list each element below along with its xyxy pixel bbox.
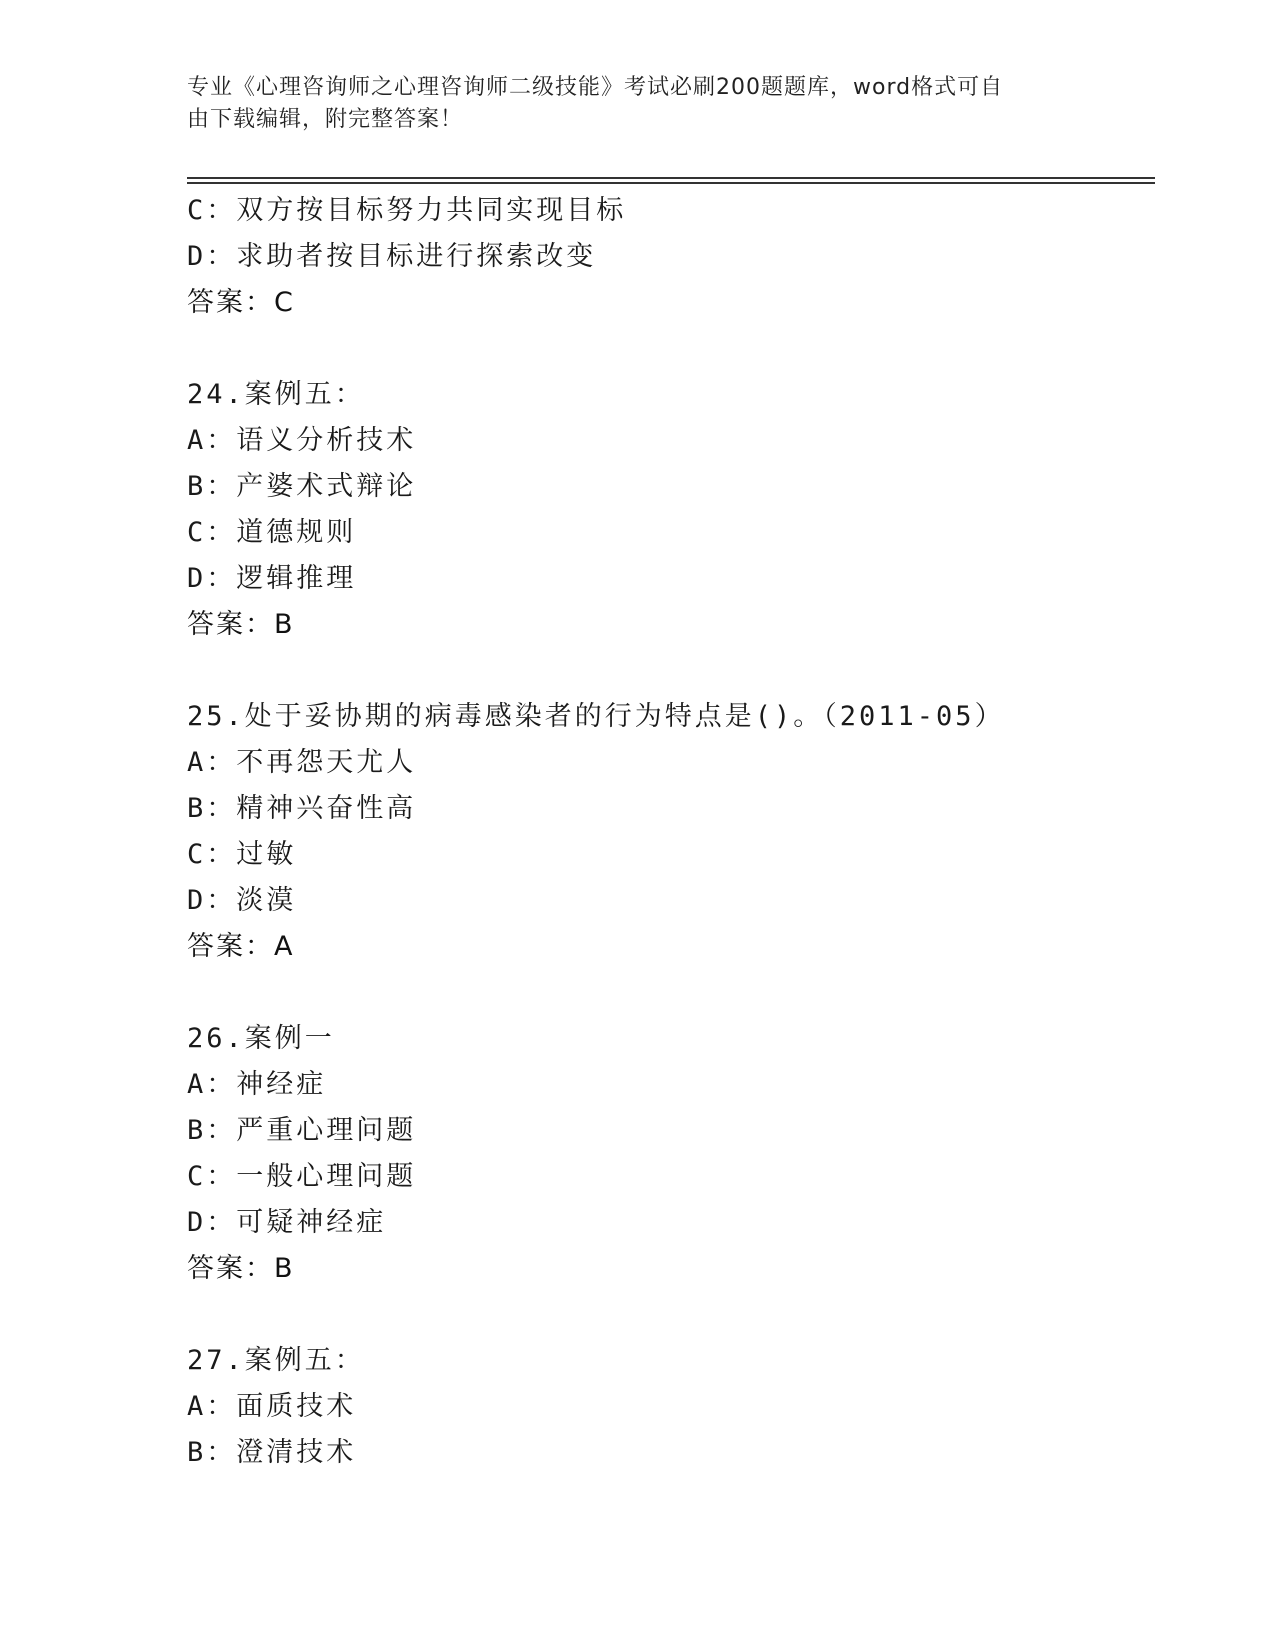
option-c: C：道德规则: [187, 517, 357, 548]
answer: 答案：B: [187, 609, 295, 640]
option-d: D：求助者按目标进行探索改变: [187, 241, 597, 272]
answer: 答案：B: [187, 1253, 295, 1284]
answer: 答案：C: [187, 287, 295, 318]
question-26: [187, 1016, 1147, 1292]
spacer: [187, 326, 1147, 372]
header-line-2: 由下载编辑，附完整答案！: [187, 107, 464, 132]
answer: 答案：A: [187, 931, 295, 962]
question-27: [187, 1338, 1147, 1476]
option-d: D：逻辑推理: [187, 563, 357, 594]
option-b: B：澄清技术: [187, 1437, 357, 1468]
option-a: A：神经症: [187, 1069, 327, 1100]
spacer: [187, 1292, 1147, 1338]
spacer: [187, 648, 1147, 694]
spacer: [187, 970, 1147, 1016]
option-a: A：面质技术: [187, 1391, 357, 1422]
question-stem: 27.案例五：: [187, 1345, 365, 1376]
option-c: C：双方按目标努力共同实现目标: [187, 195, 627, 226]
header-line-1: 专业《心理咨询师之心理咨询师二级技能》考试必刷200题题库，word格式可自: [187, 75, 1004, 100]
option-b: B：严重心理问题: [187, 1115, 417, 1146]
prev-question: [187, 188, 1147, 326]
question-stem: 26.案例一: [187, 1023, 335, 1054]
header-divider-bottom: [187, 182, 1155, 184]
option-b: B：产婆术式辩论: [187, 471, 417, 502]
question-24: [187, 372, 1147, 648]
option-a: A：不再怨天尤人: [187, 747, 417, 778]
option-a: A：语义分析技术: [187, 425, 417, 456]
option-d: D：可疑神经症: [187, 1207, 387, 1238]
question-stem: 24.案例五：: [187, 379, 365, 410]
option-b: B：精神兴奋性高: [187, 793, 417, 824]
option-c: C：一般心理问题: [187, 1161, 417, 1192]
question-stem: 25.处于妥协期的病毒感染者的行为特点是()。（2011-05）: [187, 701, 1005, 732]
question-25: [187, 694, 1147, 970]
document-header: [187, 72, 1067, 136]
option-d: D：淡漠: [187, 885, 297, 916]
option-c: C：过敏: [187, 839, 297, 870]
question-list: [187, 188, 1147, 1476]
header-divider-top: [187, 177, 1155, 179]
